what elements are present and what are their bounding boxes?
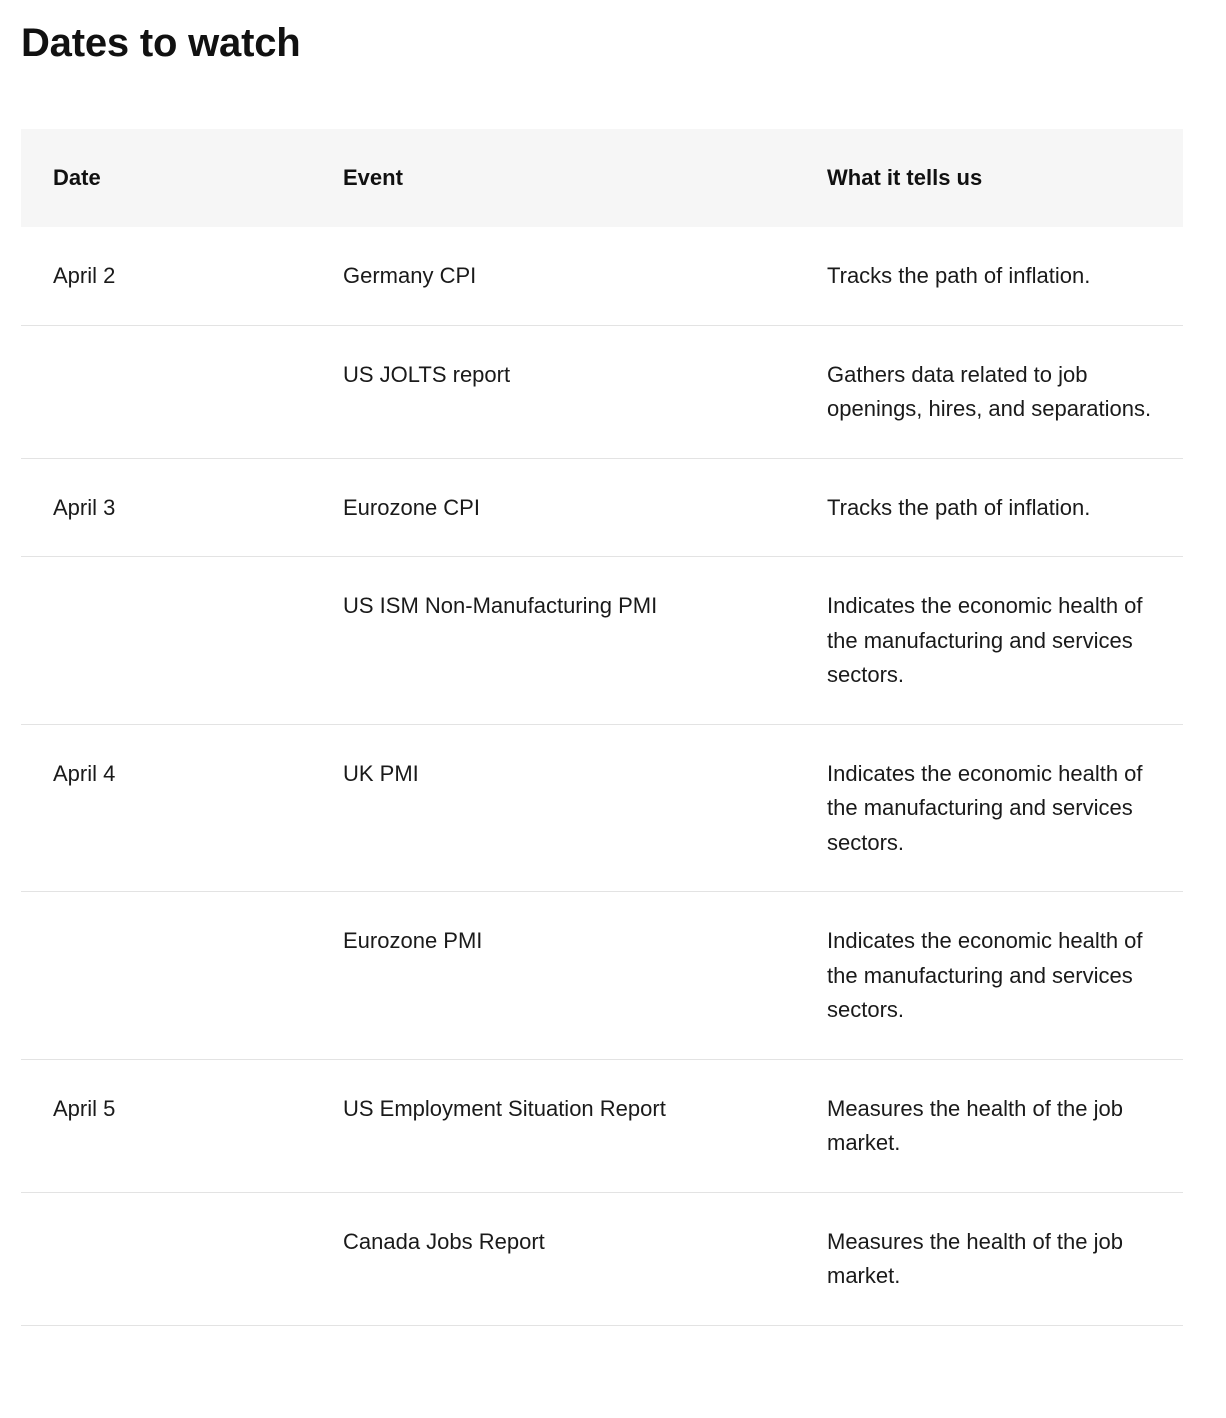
cell-date: April 3 (21, 458, 311, 557)
cell-date: April 4 (21, 724, 311, 892)
table-row (21, 1192, 1183, 1325)
cell-what-it-tells-us: Tracks the path of inflation. (795, 458, 1183, 557)
cell-event: Canada Jobs Report (311, 1192, 795, 1325)
table-header-row (21, 129, 1183, 227)
table-row (21, 892, 1183, 1060)
cell-event: US JOLTS report (311, 325, 795, 458)
table-row (21, 1059, 1183, 1192)
cell-event: UK PMI (311, 724, 795, 892)
dates-table (21, 129, 1183, 1326)
cell-what-it-tells-us: Indicates the economic health of the manufacturing and services sectors. (795, 724, 1183, 892)
column-header-event: Event (343, 165, 403, 190)
cell-date (21, 325, 311, 458)
page-title: Dates to watch (21, 21, 301, 65)
cell-date: April 2 (21, 227, 311, 325)
cell-date (21, 1192, 311, 1325)
cell-event: Eurozone CPI (311, 458, 795, 557)
table-row (21, 724, 1183, 892)
cell-event: US ISM Non-Manufacturing PMI (311, 557, 795, 725)
cell-what-it-tells-us: Measures the health of the job market. (795, 1059, 1183, 1192)
table-row (21, 458, 1183, 557)
cell-event: US Employment Situation Report (311, 1059, 795, 1192)
table-body (21, 227, 1183, 1325)
cell-what-it-tells-us: Indicates the economic health of the manufacturing and services sectors. (795, 557, 1183, 725)
cell-what-it-tells-us: Gathers data related to job openings, hires, and separations. (795, 325, 1183, 458)
column-header-date: Date (53, 165, 101, 190)
cell-what-it-tells-us: Indicates the economic health of the manufacturing and services sectors. (795, 892, 1183, 1060)
column-header-what-it-tells-us: What it tells us (827, 165, 983, 190)
table-row (21, 325, 1183, 458)
cell-what-it-tells-us: Measures the health of the job market. (795, 1192, 1183, 1325)
cell-date: April 5 (21, 1059, 311, 1192)
cell-event: Germany CPI (311, 227, 795, 325)
table-row (21, 557, 1183, 725)
cell-date (21, 557, 311, 725)
table-header (21, 129, 1183, 227)
cell-date (21, 892, 311, 1060)
cell-what-it-tells-us: Tracks the path of inflation. (795, 227, 1183, 325)
table-row (21, 227, 1183, 325)
cell-event: Eurozone PMI (311, 892, 795, 1060)
